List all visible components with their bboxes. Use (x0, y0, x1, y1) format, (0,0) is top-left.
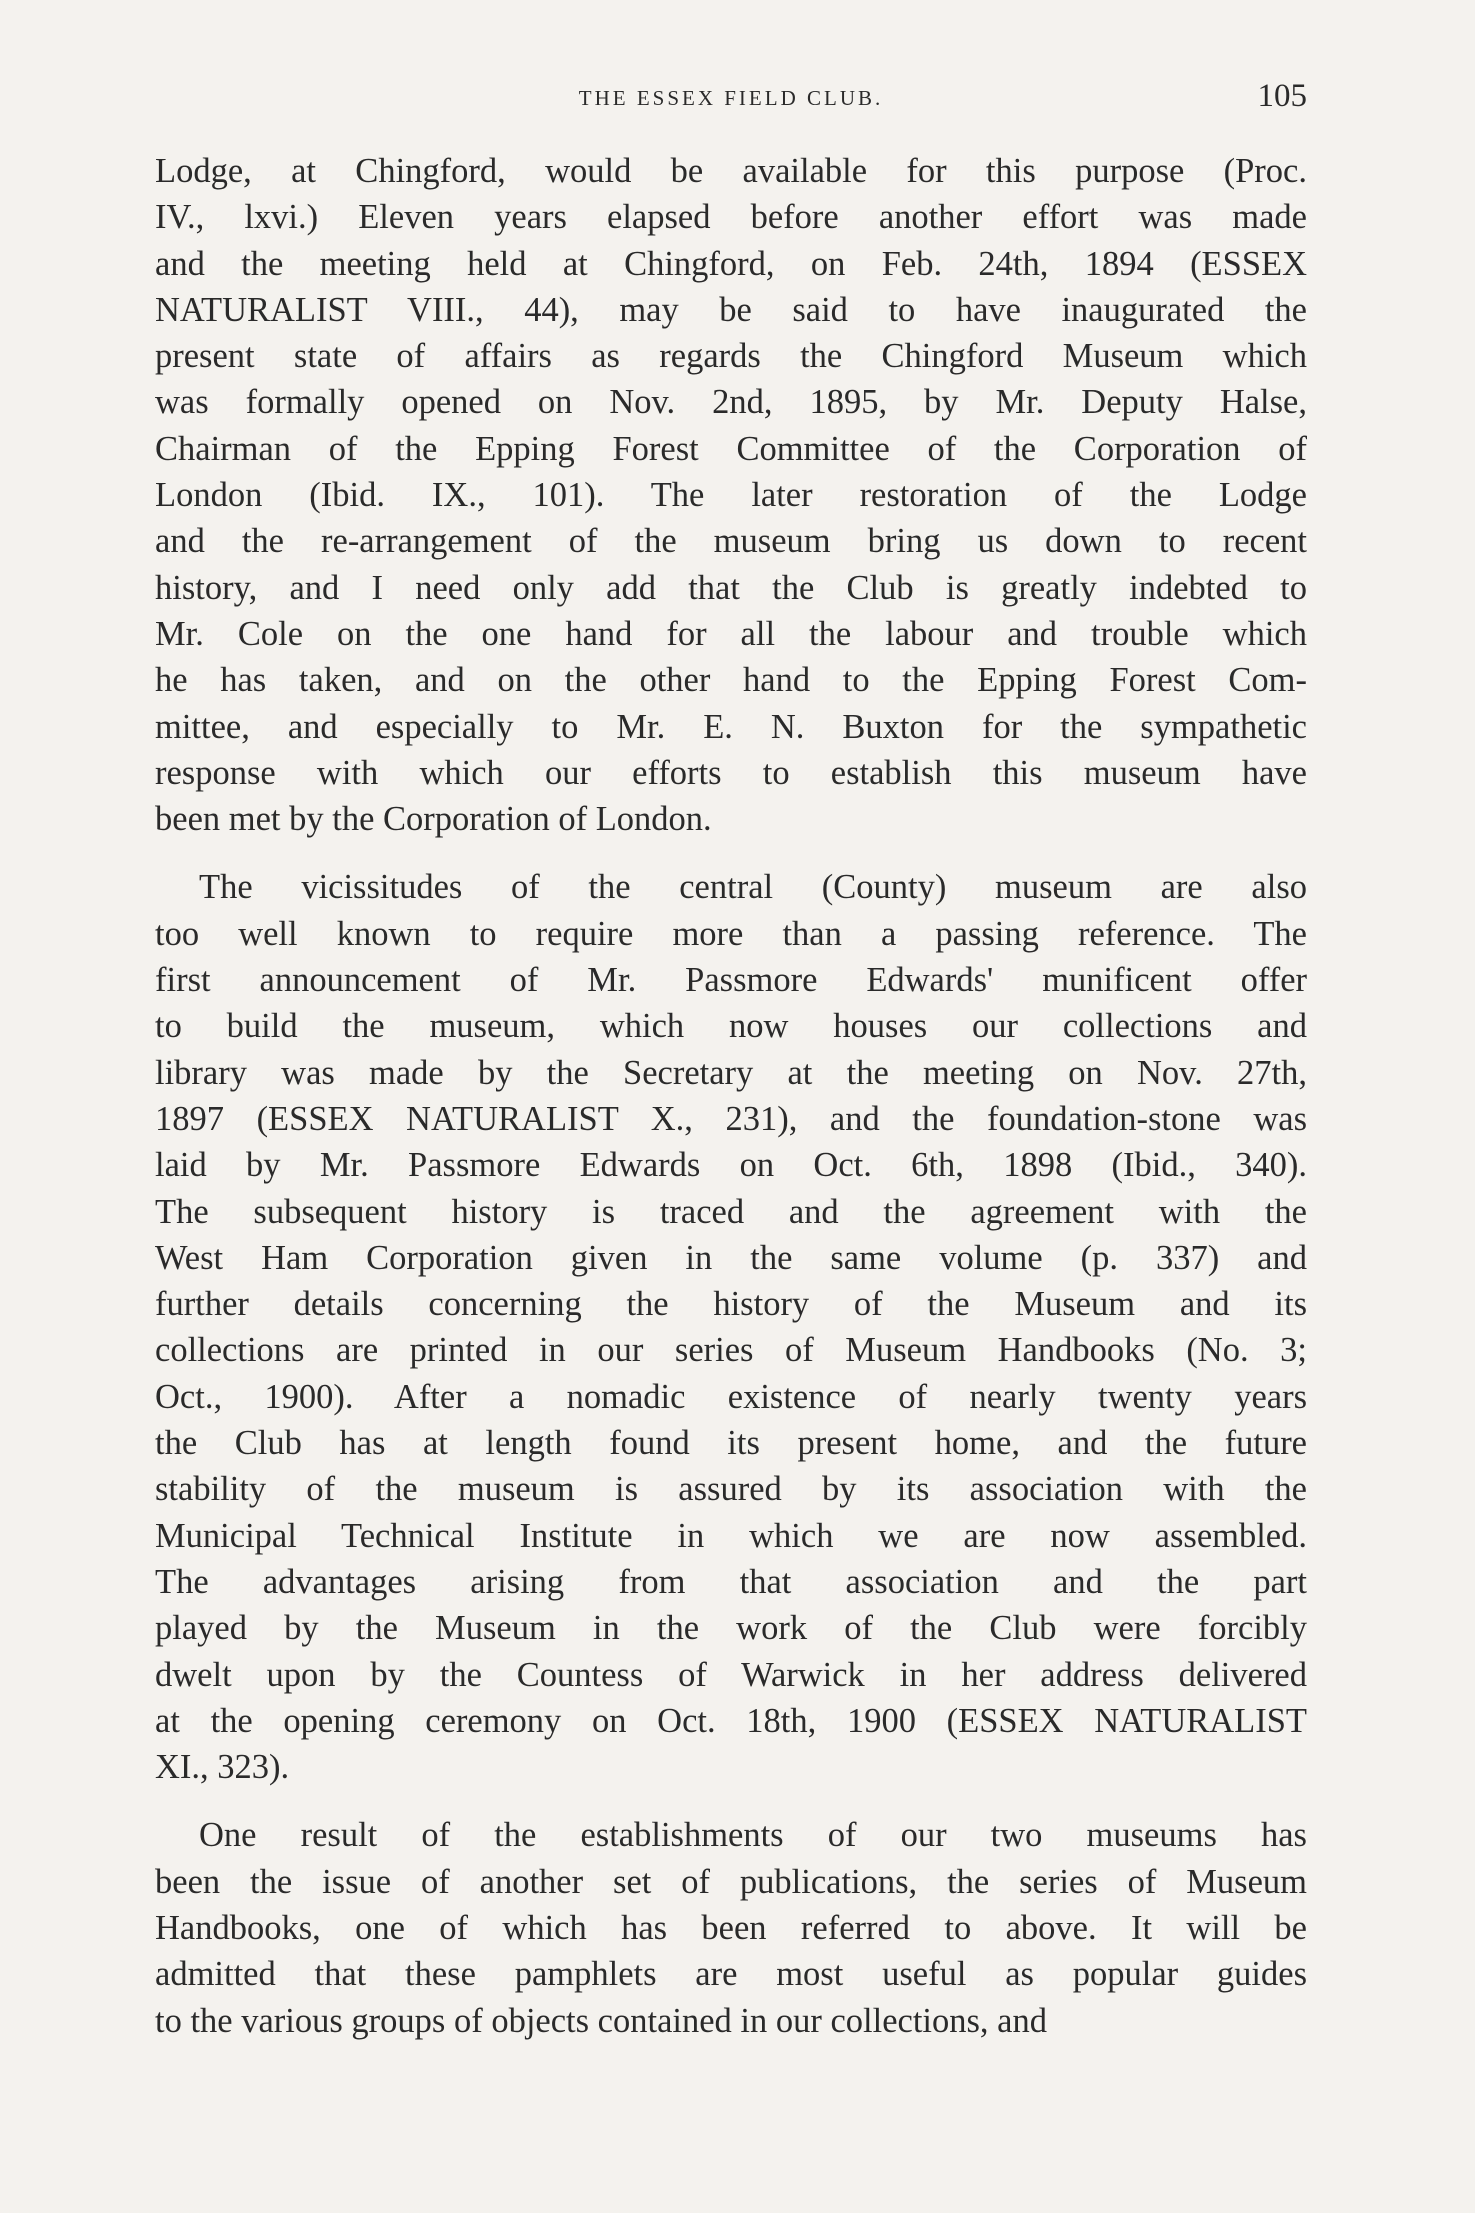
paragraph (155, 864, 1307, 1790)
text-line: Municipal Technical Institute in which we are now assembled. (155, 1516, 1307, 1555)
running-head (155, 78, 1307, 118)
text-line: was formally opened on Nov. 2nd, 1895, by Mr. Deputy Halse, (155, 383, 1307, 422)
text-line: admitted that these pamphlets are most useful as popular guides (155, 1955, 1307, 1994)
text-line: been met by the Corporation of London. (155, 800, 712, 839)
text-line: to build the museum, which now houses our collections and (155, 1007, 1307, 1046)
text-line: XI., 323). (155, 1748, 290, 1787)
text-line: response with which our efforts to establish this museum have (155, 753, 1307, 792)
text-line: and the re-arrangement of the museum bring us down to recent (155, 522, 1307, 561)
text-line: 1897 (ESSEX NATURALIST X., 231), and the foundation-stone was (155, 1099, 1307, 1138)
text-line: played by the Museum in the work of the Club were forcibly (155, 1609, 1307, 1648)
running-title: THE ESSEX FIELD CLUB. (578, 86, 884, 110)
text-line: too well known to require more than a passing reference. The (155, 914, 1307, 953)
text-line: London (Ibid. IX., 101). The later restoration of the Lodge (155, 476, 1307, 515)
text-line: Handbooks, one of which has been referred to above. It will be (155, 1908, 1307, 1947)
text-line: NATURALIST VIII., 44), may be said to have inaugurated the (155, 290, 1307, 329)
text-line: laid by Mr. Passmore Edwards on Oct. 6th, 1898 (Ibid., 340). (155, 1146, 1307, 1185)
paragraph (155, 1812, 1307, 2043)
paragraph-gap (155, 1790, 1307, 1812)
text-line: mittee, and especially to Mr. E. N. Buxton for the sympathetic (155, 707, 1307, 746)
text-line: West Ham Corporation given in the same volume (p. 337) and (155, 1238, 1307, 1277)
page-number: 105 (1257, 78, 1307, 114)
text-line: at the opening ceremony on Oct. 18th, 1900 (ESSEX NATURALIST (155, 1701, 1307, 1740)
text-line: The advantages arising from that association and the part (155, 1562, 1307, 1601)
paragraph-gap (155, 842, 1307, 864)
text-line: first announcement of Mr. Passmore Edwards' munificent offer (155, 961, 1307, 1000)
text-line: present state of affairs as regards the Chingford Museum which (155, 337, 1307, 376)
text-line: history, and I need only add that the Club is greatly indebted to (155, 568, 1307, 607)
text-line: One result of the establishments of our two museums has (199, 1816, 1307, 1855)
text-line: The vicissitudes of the central (County) museum are also (199, 868, 1307, 907)
paragraph (155, 148, 1307, 842)
body-text (155, 148, 1307, 2044)
text-line: Lodge, at Chingford, would be available for this purpose (Proc. (155, 152, 1307, 190)
text-line: the Club has at length found its present home, and the future (155, 1424, 1307, 1463)
text-line: to the various groups of objects contained in our collections, and (155, 2001, 1047, 2040)
text-line: Oct., 1900). After a nomadic existence of nearly twenty years (155, 1377, 1307, 1416)
text-line: IV., lxvi.) Eleven years elapsed before another effort was made (155, 198, 1307, 237)
text-line: been the issue of another set of publications, the series of Museum (155, 1862, 1307, 1901)
text-line: Mr. Cole on the one hand for all the labour and trouble which (155, 614, 1307, 653)
text-line: collections are printed in our series of Museum Handbooks (No. 3; (155, 1331, 1307, 1370)
text-line: Chairman of the Epping Forest Committee of the Corporation of (155, 429, 1307, 468)
text-line: library was made by the Secretary at the meeting on Nov. 27th, (155, 1053, 1307, 1092)
text-line: dwelt upon by the Countess of Warwick in her address delivered (155, 1655, 1307, 1694)
text-line: and the meeting held at Chingford, on Feb. 24th, 1894 (ESSEX (155, 244, 1307, 283)
text-line: stability of the museum is assured by its association with the (155, 1470, 1307, 1509)
text-line: The subsequent history is traced and the agreement with the (155, 1192, 1307, 1231)
text-line: further details concerning the history of the Museum and its (155, 1285, 1307, 1324)
text-line: he has taken, and on the other hand to the Epping Forest Com- (155, 661, 1307, 700)
